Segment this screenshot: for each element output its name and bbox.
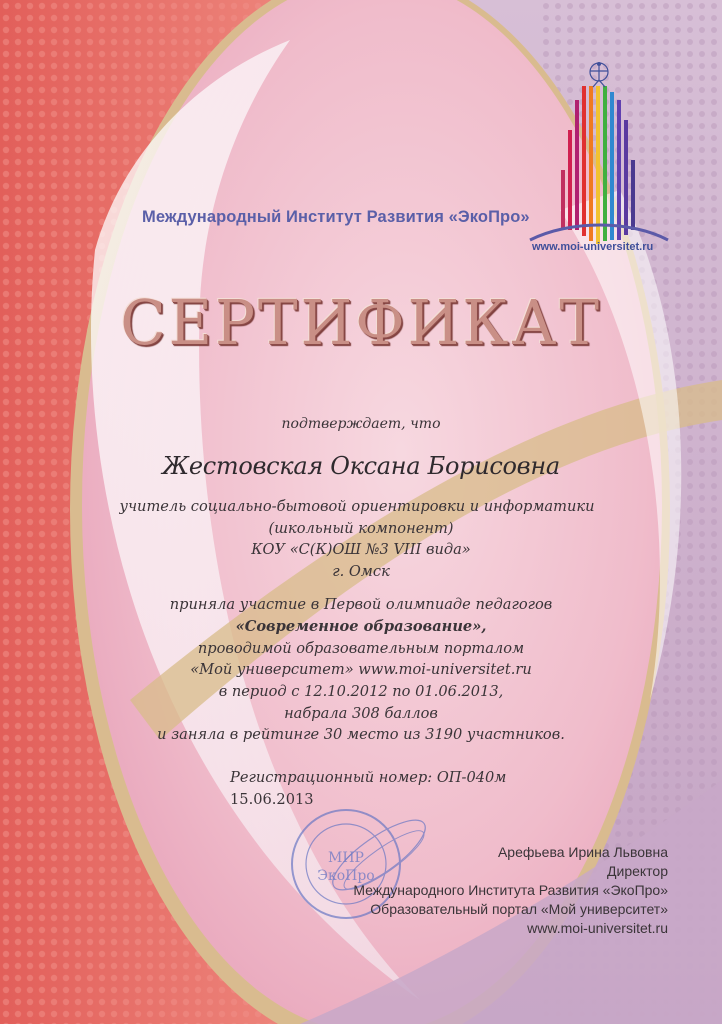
institute-name: Международный Институт Развития «ЭкоПро»	[142, 208, 530, 226]
participation-line: и заняла в рейтинге 30 место из 3190 участников.	[157, 726, 565, 743]
certificate-title: СЕРТИФИКАТ	[120, 286, 602, 359]
participation-line: проводимой образовательным порталом	[197, 640, 525, 657]
participation-line: «Мой университет» www.moi-universitet.ru	[190, 661, 532, 678]
position-line: КОУ «С(К)ОШ №3 VIII вида»	[251, 541, 471, 558]
signer-role: Директор	[607, 863, 668, 879]
participation-line: приняла участие в Первой олимпиаде педагогов	[169, 596, 553, 613]
signer-website: www.moi-universitet.ru	[527, 920, 668, 936]
signer-portal: Образовательный портал «Мой университет»	[370, 901, 668, 917]
signer-name: Арефьева Ирина Львовна	[497, 844, 668, 860]
position-line: учитель социально-бытовой ориентировки и информатики	[119, 498, 595, 515]
website-header: www.moi-universitet.ru	[532, 241, 654, 253]
position-line: г. Омск	[332, 563, 390, 580]
recipient-name: Жестовская Оксана Борисовна	[162, 452, 560, 480]
olympiad-name: «Современное образование»,	[235, 618, 487, 635]
stamp-text-1: МИР	[328, 850, 364, 866]
participation-line: набрала 308 баллов	[284, 705, 438, 722]
signer-org: Международного Института Развития «ЭкоПро»	[353, 882, 668, 898]
participation-line: в период с 12.10.2012 по 01.06.2013,	[218, 683, 504, 700]
stamp-text-2: ЭкоПро	[317, 868, 375, 884]
position-line: (школьный компонент)	[268, 520, 454, 537]
registration-number: Регистрационный номер: ОП-040м	[230, 769, 507, 786]
confirms-text: подтверждает, что	[281, 416, 441, 432]
issue-date: 15.06.2013	[230, 791, 314, 808]
